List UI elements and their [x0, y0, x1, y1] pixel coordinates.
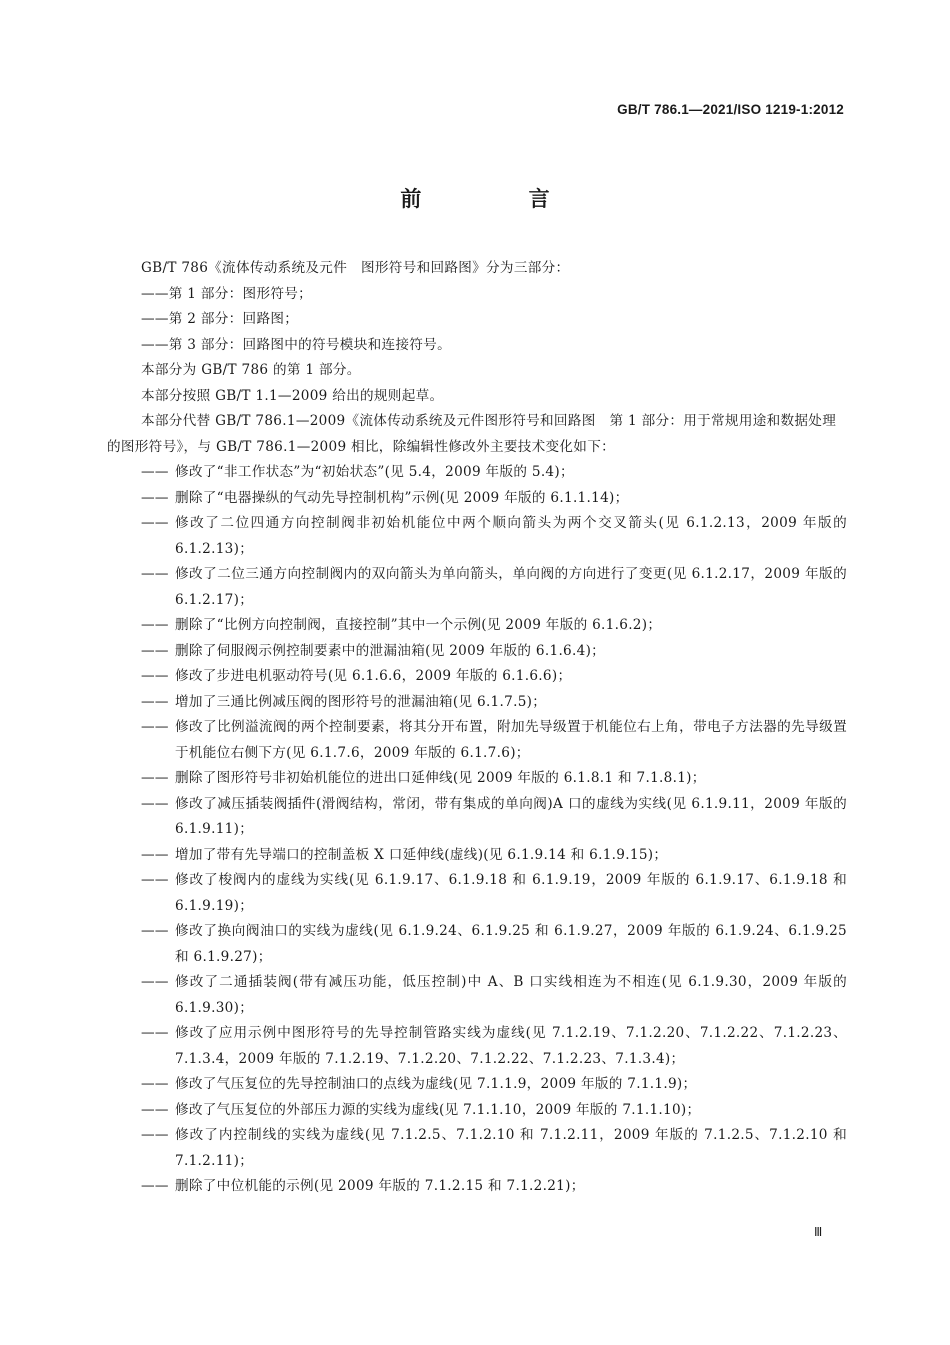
list-item-text: 修改了“非工作状态”为“初始状态”(见 5.4，2009 年版的 5.4)；: [175, 464, 574, 480]
list-item-text: 修改了二位四通方向控制阀非初始机能位中两个顺向箭头为两个交叉箭头(见 6.1.2.13，2009 年版的 6.1.2.13)；: [175, 515, 847, 557]
list-item: [107, 868, 847, 919]
dash-marker: ——: [141, 795, 169, 812]
dash-marker: ——: [141, 1076, 169, 1092]
part-list-item: ——第 3 部分：回路图中的符号模块和连接符号。: [141, 336, 451, 353]
list-item: [107, 1021, 847, 1072]
list-item: [107, 664, 847, 690]
list-item: [107, 460, 847, 486]
list-item-text: 删除了“电器操纵的气动先导控制机构”示例(见 2009 年版的 6.1.1.14)；: [175, 489, 629, 506]
list-item-text: 增加了三通比例减压阀的图形符号的泄漏油箱(见 6.1.7.5)；: [175, 693, 547, 710]
list-item-text: 增加了带有先导端口的控制盖板 X 口延伸线(虚线)(见 6.1.9.14 和 6.1.9.15)；: [175, 846, 668, 863]
list-item: [107, 511, 847, 562]
list-item: [107, 1098, 847, 1124]
list-item-text: 修改了步进电机驱动符号(见 6.1.6.6，2009 年版的 6.1.6.6)；: [175, 668, 572, 684]
drafting-rule-paragraph: 本部分按照 GB/T 1.1—2009 给出的规则起草。: [141, 387, 444, 404]
dash-marker: ——: [141, 617, 169, 633]
page-number: Ⅲ: [814, 1225, 823, 1239]
part-list-item: ——第 2 部分：回路图；: [141, 311, 299, 327]
page-title: 前 言: [400, 187, 600, 211]
dash-marker: ——: [141, 1127, 169, 1143]
dash-marker: ——: [141, 974, 169, 990]
list-item-text: 修改了应用示例中图形符号的先导控制管路实线为虚线(见 7.1.2.19、7.1.2.20、7.1.2.22、7.1.2.23、7.1.3.4，2009 年版的 7.1.2.19、7.1.2.20、7.1.2.22、7.1.2.23、7.1.3.4)；: [175, 1025, 847, 1067]
dash-marker: ——: [141, 846, 169, 863]
dash-marker: ——: [141, 719, 169, 735]
list-item-text: 删除了中位机能的示例(见 2009 年版的 7.1.2.15 和 7.1.2.21)；: [175, 1178, 585, 1194]
list-item: [107, 1123, 847, 1174]
list-item-text: 修改了梭阀内的虚线为实线(见 6.1.9.17、6.1.9.18 和 6.1.9.19，2009 年版的 6.1.9.17、6.1.9.18 和 6.1.9.19)；: [175, 872, 847, 914]
list-item: [107, 613, 847, 639]
list-item-text: 修改了内控制线的实线为虚线(见 7.1.2.5、7.1.2.10 和 7.1.2.11，2009 年版的 7.1.2.5、7.1.2.10 和 7.1.2.11)；: [175, 1127, 847, 1169]
part-list-item: ——第 1 部分：图形符号；: [141, 285, 313, 302]
list-item-text: 修改了换向阀油口的实线为虚线(见 6.1.9.24、6.1.9.25 和 6.1.9.27，2009 年版的 6.1.9.24、6.1.9.25和 6.1.9.27)；: [175, 923, 847, 965]
dash-marker: ——: [141, 872, 169, 888]
list-item-text: 修改了气压复位的先导控制油口的点线为虚线(见 7.1.1.9，2009 年版的 7.1.1.9)；: [175, 1076, 697, 1092]
dash-marker: ——: [141, 1025, 169, 1041]
list-item-text: 修改了气压复位的外部压力源的实线为虚线(见 7.1.1.10，2009 年版的 7.1.1.10)；: [175, 1101, 701, 1118]
dash-marker: ——: [141, 642, 169, 659]
list-item-text: 修改了减压插装阀插件(滑阀结构，常闭，带有集成的单向阀)A 口的虚线为实线(见 6.1.9.11，2009 年版的 6.1.9.11)；: [175, 795, 847, 837]
list-item-text: 修改了比例溢流阀的两个控制要素，将其分开布置，附加先导级置于机能位右上角，带电子方法器的先导级置于机能位右侧下方(见 6.1.7.6，2009 年版的 6.1.7.6)；: [175, 719, 847, 761]
list-item: [107, 562, 847, 613]
list-item: [107, 639, 847, 665]
replacement-paragraph: 本部分代替 GB/T 786.1—2009《流体传动系统及元件图形符号和回路图 第 1 部分：用于常规用途和数据处理的图形符号》，与 GB/T 786.1—2009 相比，除编辑性修改外主要技术变化如下：: [107, 413, 837, 455]
dash-marker: ——: [141, 489, 169, 506]
dash-marker: ——: [141, 566, 169, 582]
dash-marker: ——: [141, 1178, 169, 1194]
dash-marker: ——: [141, 1101, 169, 1118]
list-item: [107, 690, 847, 716]
dash-marker: ——: [141, 515, 169, 531]
list-item: [107, 843, 847, 869]
intro-paragraph: GB/T 786《流体传动系统及元件 图形符号和回路图》分为三部分：: [141, 260, 570, 276]
dash-marker: ——: [141, 693, 169, 710]
list-item: [107, 486, 847, 512]
list-item: [107, 766, 847, 792]
list-item-text: 修改了二通插装阀(带有减压功能，低压控制)中 A、B 口实线相连为不相连(见 6.1.9.30，2009 年版的 6.1.9.30)；: [175, 974, 847, 1016]
list-item-text: 删除了伺服阀示例控制要素中的泄漏油箱(见 2009 年版的 6.1.6.4)；: [175, 642, 606, 659]
standard-number-header: GB/T 786.1—2021/ISO 1219-1:2012: [617, 102, 844, 117]
technical-changes-list: [107, 460, 847, 1200]
list-item: [107, 715, 847, 766]
list-item: [107, 1072, 847, 1098]
foreword-body: [107, 256, 847, 1200]
scope-paragraph: 本部分为 GB/T 786 的第 1 部分。: [141, 362, 361, 378]
list-item: [107, 1174, 847, 1200]
list-item: [107, 919, 847, 970]
dash-marker: ——: [141, 464, 169, 480]
list-item-text: 删除了“比例方向控制阀，直接控制”其中一个示例(见 2009 年版的 6.1.6.2)；: [175, 617, 662, 633]
list-item: [107, 792, 847, 843]
dash-marker: ——: [141, 668, 169, 684]
list-item: [107, 970, 847, 1021]
dash-marker: ——: [141, 770, 169, 786]
list-item-text: 修改了二位三通方向控制阀内的双向箭头为单向箭头，单向阀的方向进行了变更(见 6.1.2.17，2009 年版的 6.1.2.17)；: [175, 566, 847, 608]
list-item-text: 删除了图形符号非初始机能位的进出口延伸线(见 2009 年版的 6.1.8.1 和 7.1.8.1)；: [175, 770, 706, 786]
dash-marker: ——: [141, 923, 169, 939]
